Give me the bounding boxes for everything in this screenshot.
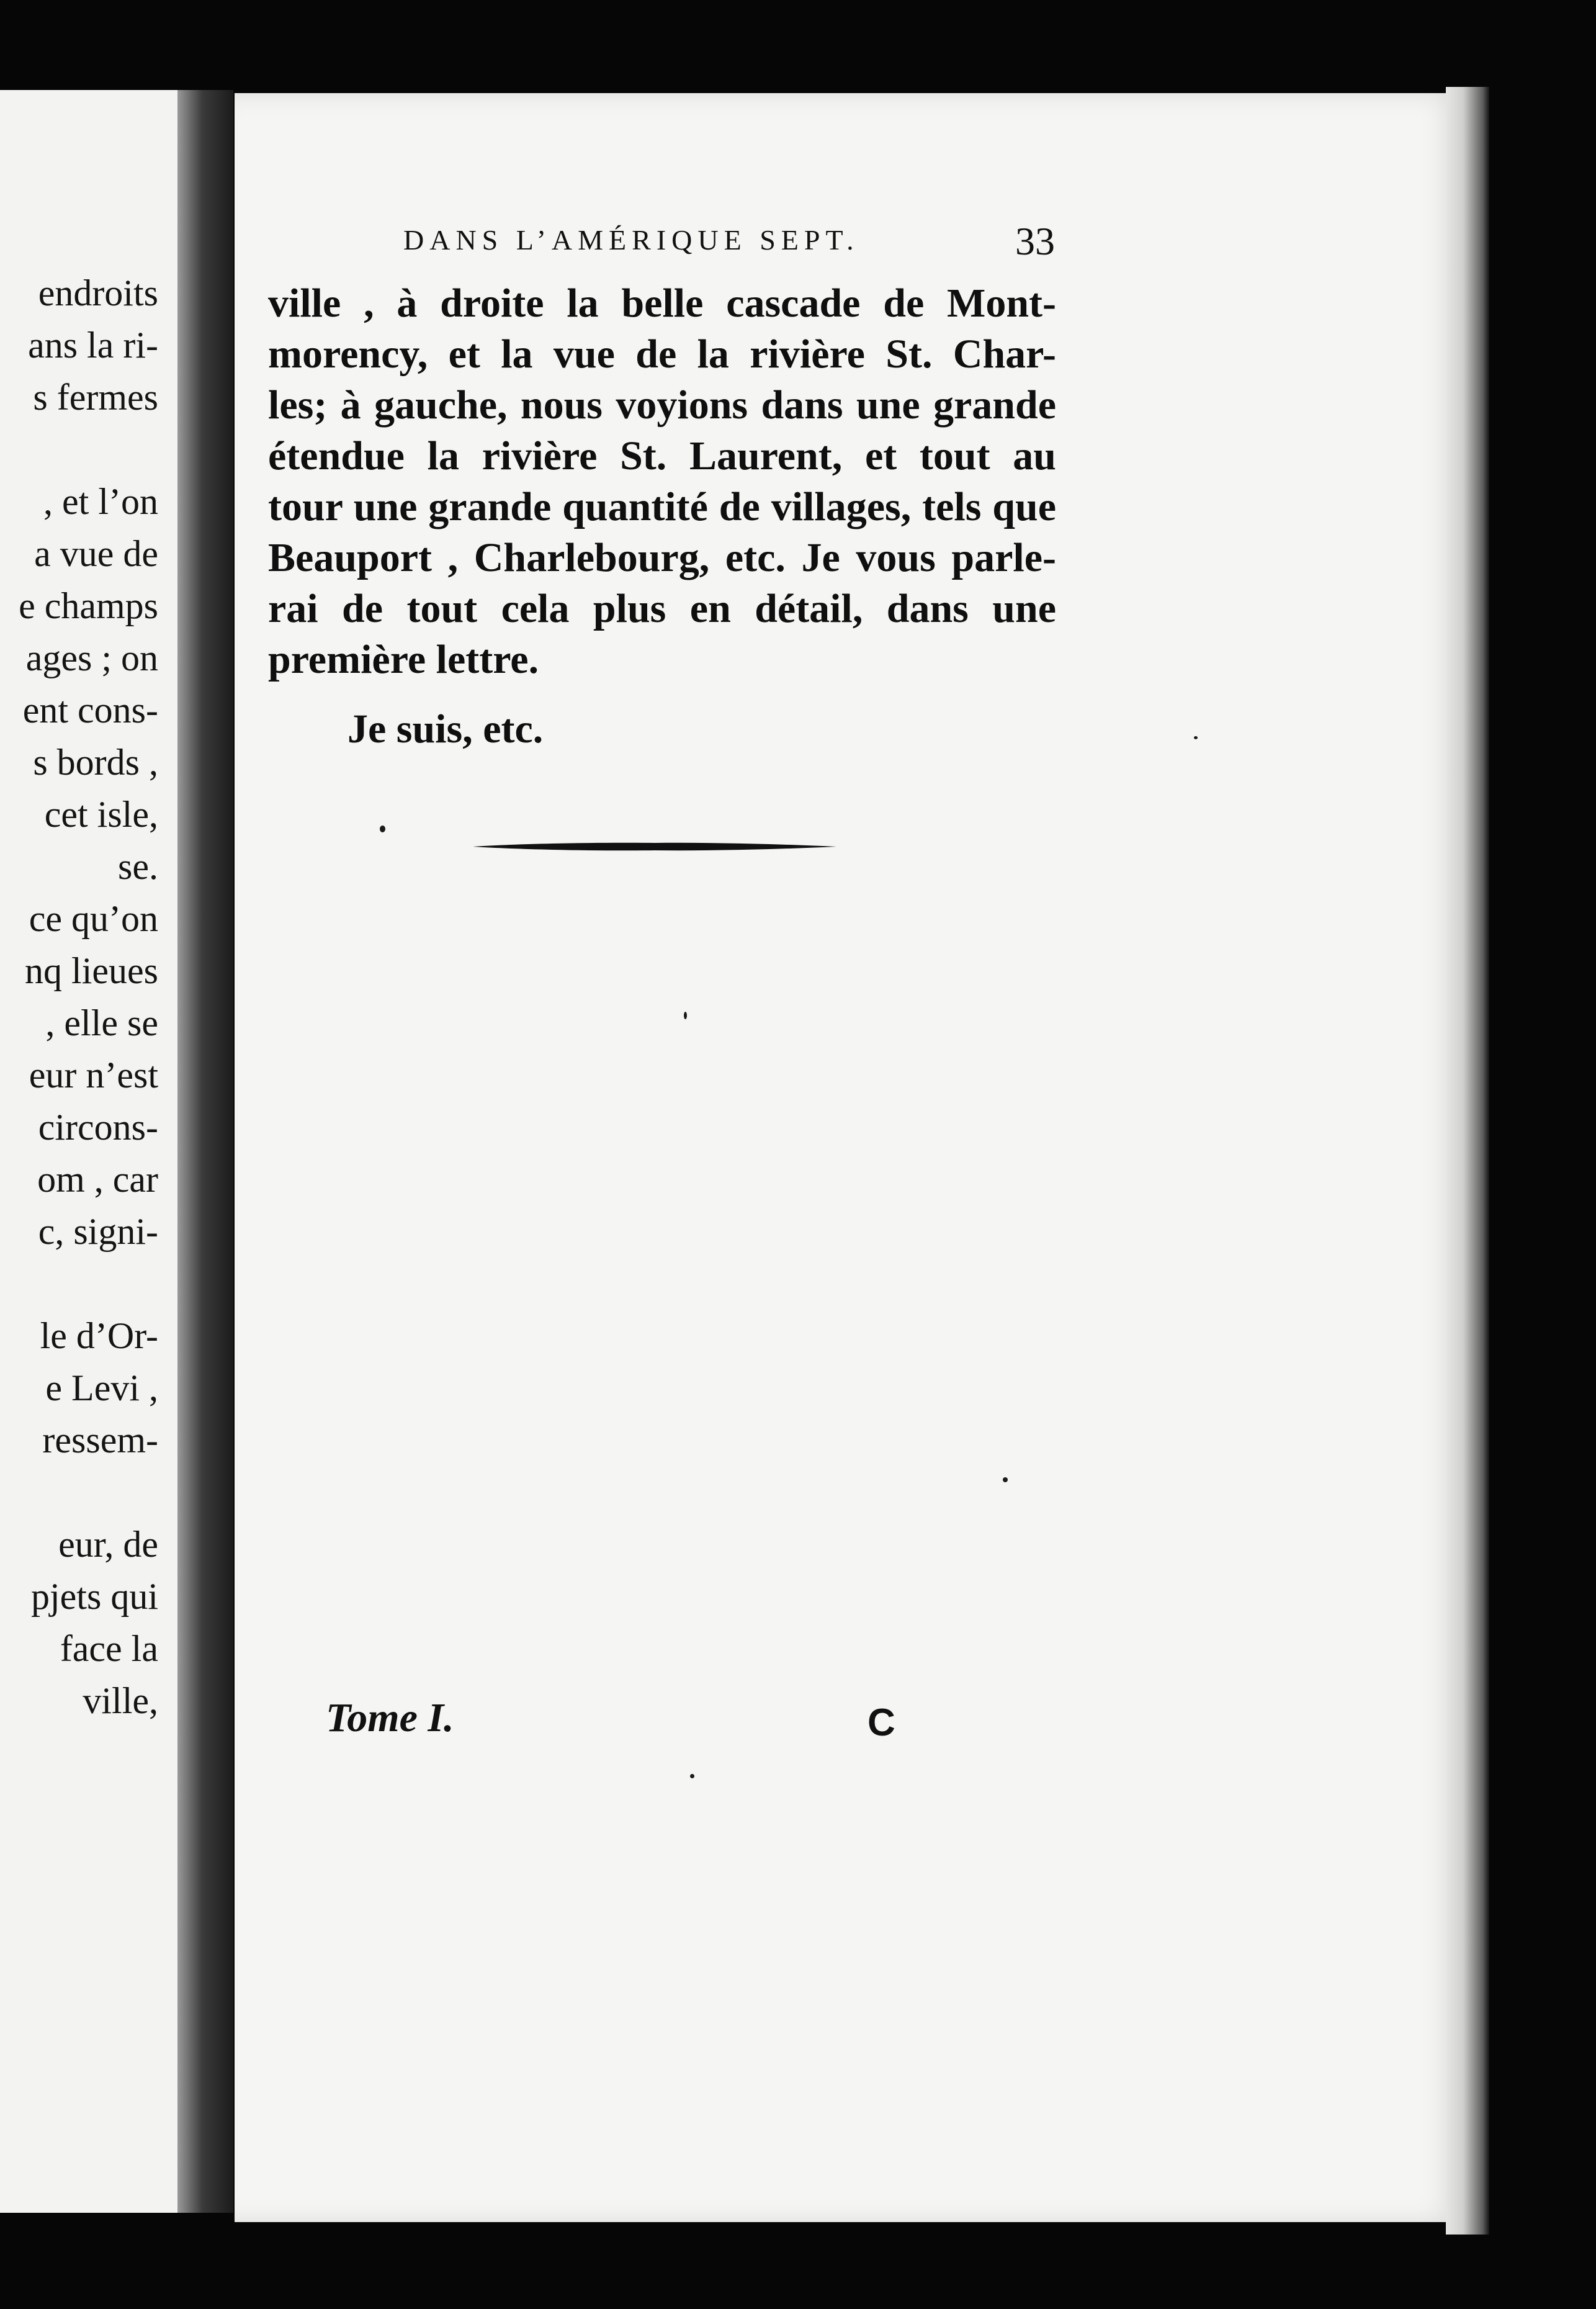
left-line: om , car: [37, 1159, 158, 1200]
left-line: [0, 1258, 158, 1310]
closing-line: Je suis, etc.: [347, 706, 544, 752]
text-line: tour une grande quantité de villages, tels que: [268, 484, 1056, 529]
left-line: e Levi ,: [45, 1367, 158, 1408]
book-gutter-shadow: [177, 90, 233, 2213]
left-line: eur n’est: [29, 1055, 158, 1096]
left-line: ent cons-: [22, 690, 158, 731]
left-line: , elle se: [45, 1002, 158, 1043]
left-line: eur, de: [58, 1524, 158, 1565]
left-line: le d’Or-: [40, 1315, 158, 1356]
text-line: première lettre.: [268, 637, 539, 682]
left-line: pjets qui: [31, 1576, 158, 1617]
left-line: s bords ,: [33, 742, 158, 783]
left-line: ville,: [83, 1680, 158, 1721]
page-number: 33: [1015, 219, 1055, 263]
left-line: c, signi-: [38, 1211, 158, 1252]
running-head: [403, 219, 1055, 273]
left-line: , et l’on: [43, 481, 158, 522]
left-page-text: [0, 267, 158, 1727]
left-line: ages ; on: [25, 637, 158, 678]
left-line: ressem-: [42, 1420, 158, 1461]
ink-speck: [1003, 1477, 1008, 1482]
left-line: face la: [60, 1628, 158, 1669]
text-line: les; à gauche, nous voyions dans une grande: [268, 382, 1056, 428]
left-line: [0, 423, 158, 475]
signature-letter: C: [867, 1701, 895, 1744]
ink-speck: [690, 1774, 694, 1778]
left-line: cet isle,: [44, 794, 158, 835]
body-paragraph: [268, 278, 1056, 685]
left-line: se.: [118, 846, 158, 887]
ink-speck: [684, 1012, 687, 1019]
left-line: ce qu’on: [29, 898, 158, 939]
text-line: ville , à droite la belle cascade de Mont-: [268, 281, 1056, 326]
text-line: Beauport , Charlebourg, etc. Je vous parle-: [268, 535, 1056, 580]
text-line: rai de tout cela plus en détail, dans une: [268, 586, 1056, 631]
left-line: ans la ri-: [28, 325, 158, 366]
text-line: étendue la rivière St. Laurent, et tout au: [268, 433, 1056, 479]
left-line: e champs: [19, 585, 158, 626]
left-line: nq lieues: [25, 950, 158, 991]
left-line: a vue de: [34, 533, 158, 574]
text-line: morency, et la vue de la rivière St. Char-: [268, 331, 1056, 377]
left-line: [0, 1466, 158, 1518]
page-edge-shadow: [1446, 87, 1489, 2235]
running-title: DANS L’AMÉRIQUE SEPT.: [403, 224, 859, 256]
left-line: s fermes: [33, 377, 158, 418]
ink-speck: [380, 826, 385, 832]
left-line: circons-: [38, 1107, 158, 1148]
section-divider-rule: [473, 841, 836, 852]
signature-tome: Tome I.: [326, 1695, 454, 1740]
left-line: endroits: [38, 272, 158, 313]
ink-speck: [1194, 736, 1198, 739]
